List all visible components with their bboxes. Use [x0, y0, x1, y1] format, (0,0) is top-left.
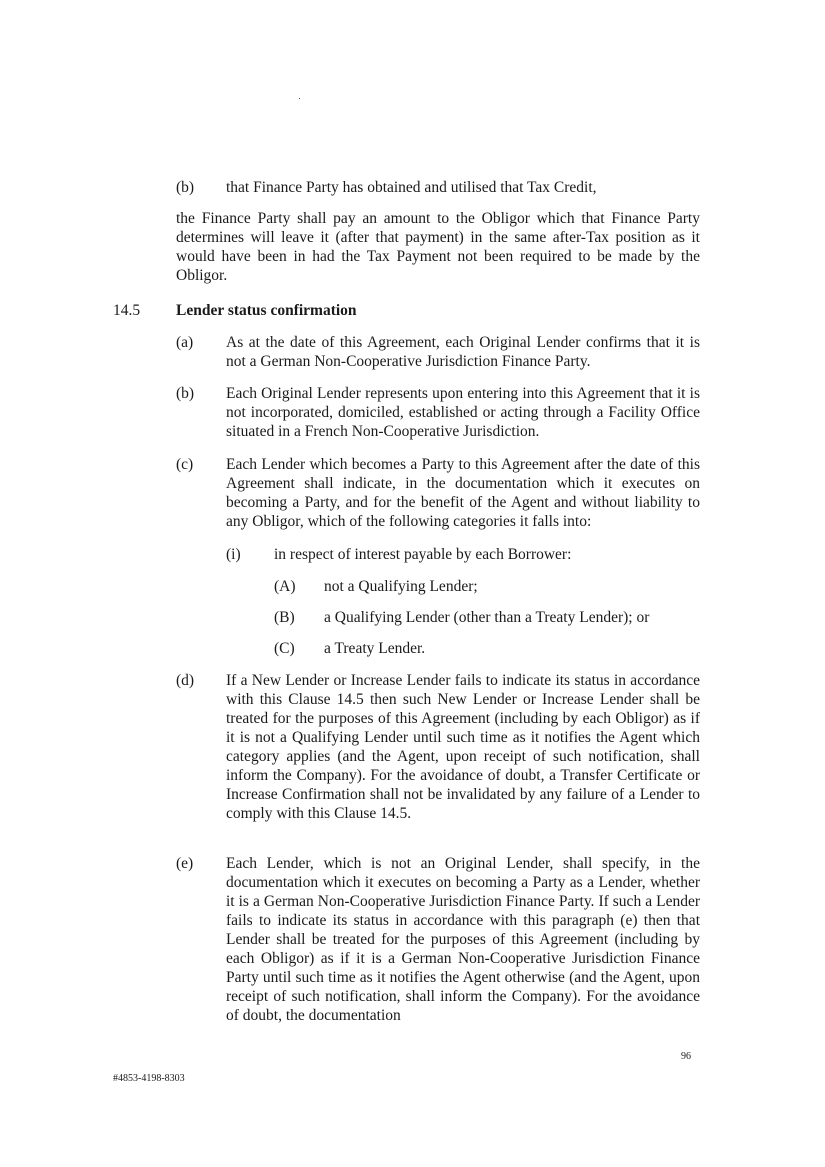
item-c-number: (c) — [176, 456, 194, 473]
item-e-text: Each Lender, which is not an Original Lender, shall specify, in the documentation which it executes on becoming a Party as a Lender, whether it is a German Non-Cooperative Jurisdiction Finance Party. If such a Lender fails to indicate its status in accordance with this paragraph (e) then that Lender shall be treated for the purposes of this Agreement (including by each Obligor) as if it is a German Non-Cooperative Jurisdiction Finance Party until such time as it notifies the Agent otherwise (and the Agent, upon receipt of such notification, shall inform the Company). For the avoidance of doubt, the documentation — [226, 855, 700, 1024]
stray-mark — [299, 98, 300, 99]
item-b-number: (b) — [176, 385, 195, 402]
option-c-number: (C) — [274, 640, 295, 657]
item-a-number: (a) — [176, 334, 194, 351]
option-a-number: (A) — [274, 578, 296, 595]
item-c-text: Each Lender which becomes a Party to this Agreement after the date of this Agreement shall indicate, in the documentation which it executes on becoming a Party, and for the benefit of the Agent and without liability to any Obligor, which of the following categories it falls into: — [226, 456, 700, 530]
clause-heading: Lender status confirmation — [176, 302, 357, 319]
item-d-number: (d) — [176, 672, 195, 689]
intro-item-b-text: that Finance Party has obtained and utilised that Tax Credit, — [226, 179, 597, 196]
page-number: 96 — [681, 1051, 691, 1062]
document-reference: #4853-4198-8303 — [113, 1073, 185, 1084]
intro-continuation: the Finance Party shall pay an amount to the Obligor which that Finance Party determines will leave it (after that payment) in the same after-Tax position as it would have been in had the Tax Payment not been required to be made by the Obligor. — [176, 210, 700, 284]
item-d-text: If a New Lender or Increase Lender fails to indicate its status in accordance with this Clause 14.5 then such New Lender or Increase Lender shall be treated for the purposes of this Agreement (including by each Obligor) as if it is not a Qualifying Lender until such time as it notifies the Agent which category applies (and the Agent, upon receipt of such notification, shall inform the Company). For the avoidance of doubt, a Transfer Certificate or Increase Confirmation shall not be invalidated by any failure of a Lender to comply with this Clause 14.5. — [226, 672, 700, 822]
option-b-text: a Qualifying Lender (other than a Treaty Lender); or — [324, 609, 650, 626]
clause-number: 14.5 — [113, 302, 141, 319]
intro-item-b-number: (b) — [176, 179, 195, 196]
option-b-number: (B) — [274, 609, 295, 626]
sub-item-i-text: in respect of interest payable by each Borrower: — [274, 546, 572, 563]
option-a-text: not a Qualifying Lender; — [324, 578, 478, 595]
item-e-number: (e) — [176, 855, 194, 872]
item-b-text: Each Original Lender represents upon entering into this Agreement that it is not incorporated, domiciled, established or acting through a Facility Office situated in a French Non-Cooperative Jurisdiction. — [226, 385, 700, 440]
item-a-text: As at the date of this Agreement, each Original Lender confirms that it is not a German Non-Cooperative Jurisdiction Finance Party. — [226, 334, 700, 370]
option-c-text: a Treaty Lender. — [324, 640, 426, 657]
sub-item-i-number: (i) — [226, 546, 241, 563]
